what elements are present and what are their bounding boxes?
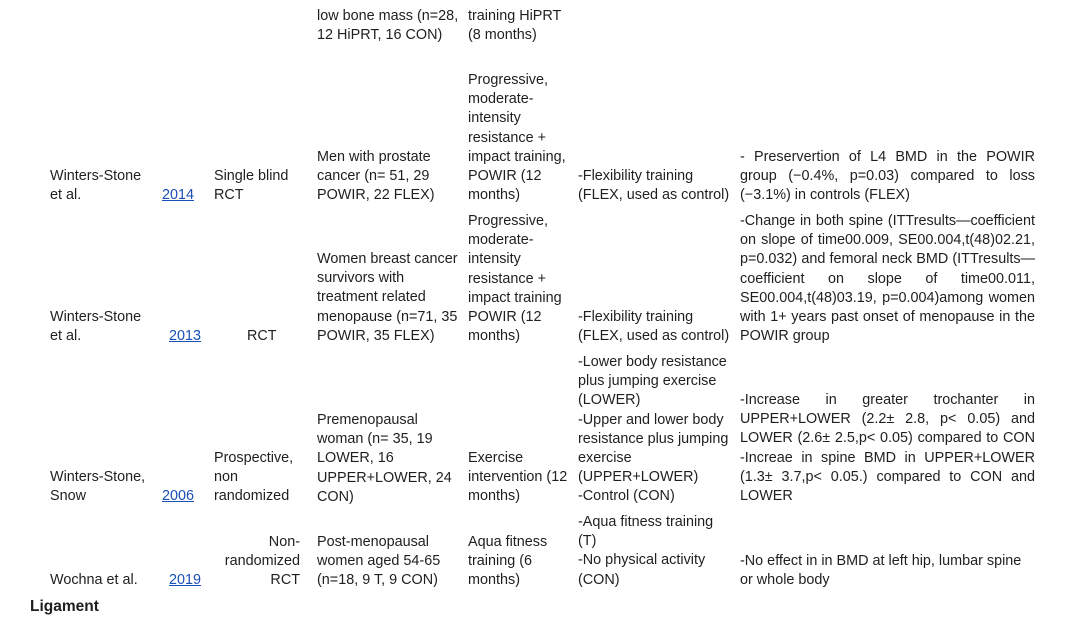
row1-intervention: Progressive, moderate- intensity resistance + impact training, POWIR (12 months) xyxy=(468,72,566,204)
row3-design: Prospective, non randomized xyxy=(214,450,294,505)
row4-population: Post-menopausal women aged 54-65 (n=18, 9 T, 9 CON) xyxy=(317,534,441,589)
row1-outcome: - Preservertion of L4 BMD in the POWIR group (−0.4%, p=0.03) compared to loss (−3.1%) in controls (FLEX) xyxy=(740,149,1035,204)
row2-control: -Flexibility training (FLEX, used as control) xyxy=(578,309,730,345)
row3-population: Premenopausal woman (n= 35, 19 LOWER, 16 UPPER+LOWER, 24 CON) xyxy=(317,412,452,505)
row1-control: -Flexibility training (FLEX, used as control) xyxy=(578,168,730,204)
row1-population: Men with prostate cancer (n= 51, 29 POWIR, 22 FLEX) xyxy=(317,149,435,204)
row2-design: RCT xyxy=(247,328,277,344)
row1-design: Single blind RCT xyxy=(214,168,289,204)
row2-outcome: -Change in both spine (ITTresults—coefficient on slope of time00.009, SE00.004,t(48)02.21, p=0.032) and femoral neck BMD (ITTresults—coefficient on slope of time00.011, SE00.004,t(48)03.19, p=0.004)among women with 1+ years past onset of menopause in the POWIR group xyxy=(740,213,1035,345)
row4-outcome: -No effect in in BMD at left hip, lumbar spine or whole body xyxy=(740,553,1022,589)
row3-outcome: -Increase in greater trochanter in UPPER+LOWER (2.2± 2.8, p< 0.05) and LOWER (2.6± 2.5,p< 0.05) compared to CON -Increae in spine BMD in UPPER+LOWER (1.3± 3.7,p< 0.05.) compared to CON and LOWER xyxy=(740,392,1035,505)
row0-population: low bone mass (n=28, 12 HiPRT, 16 CON) xyxy=(317,8,459,44)
row3-year-link[interactable]: 2006 xyxy=(162,488,195,504)
row2-year-link[interactable]: 2013 xyxy=(169,328,202,344)
row4-year-link[interactable]: 2019 xyxy=(169,572,202,588)
row4-author: Wochna et al. xyxy=(50,572,138,588)
row2-intervention: Progressive, moderate- intensity resistance + impact training POWIR (12 months) xyxy=(468,213,562,345)
row4-design: Non- randomized RCT xyxy=(224,534,300,589)
row4-control: -Aqua fitness training (T) -No physical activity (CON) xyxy=(578,514,714,588)
row3-intervention: Exercise intervention (12 months) xyxy=(468,450,568,505)
row0-intervention: training HiPRT (8 months) xyxy=(468,8,562,44)
row3-author: Winters-Stone, Snow xyxy=(50,469,146,505)
row2-author: Winters-Stone et al. xyxy=(50,309,142,345)
row1-author: Winters-Stone et al. xyxy=(50,168,142,204)
section-heading: Ligament xyxy=(30,598,99,615)
row4-intervention: Aqua fitness training (6 months) xyxy=(468,534,548,589)
row2-population: Women breast cancer survivors with treatment related menopause (n=71, 35 POWIR, 35 FLEX) xyxy=(317,251,458,344)
row3-control: -Lower body resistance plus jumping exercise (LOWER) -Upper and lower body resistance plus jumping exercise (UPPER+LOWER) -Control (CON) xyxy=(578,354,729,505)
row1-year-link[interactable]: 2014 xyxy=(162,187,195,203)
